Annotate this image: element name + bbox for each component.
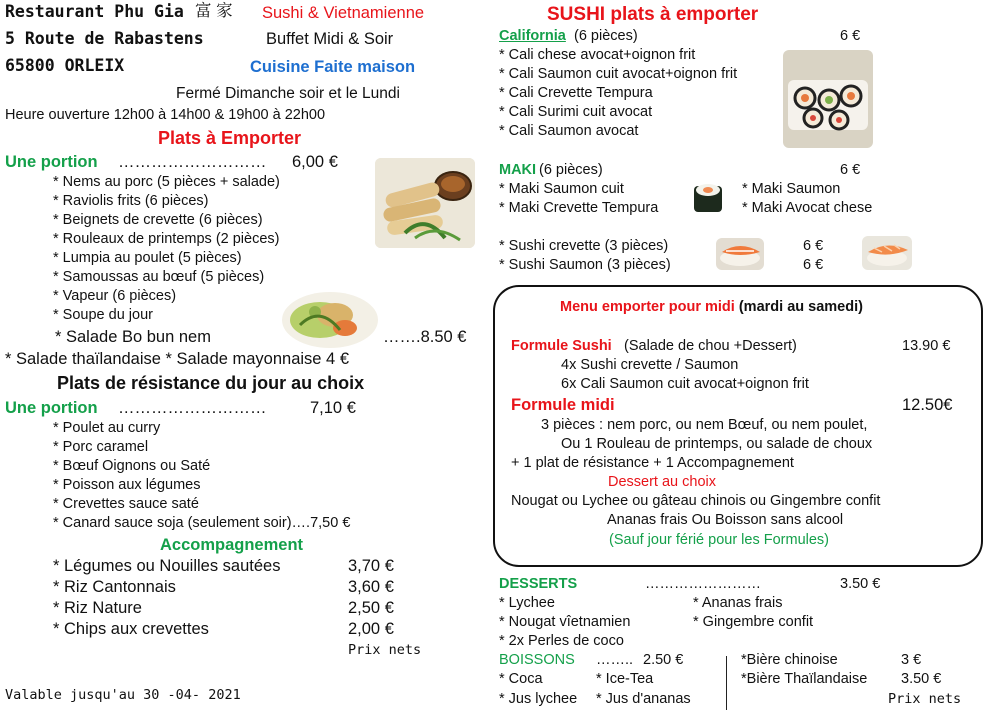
california-item-2: * Cali Saumon cuit avocat+oignon frit — [499, 66, 738, 82]
sushi-saumon-photo — [862, 236, 912, 270]
boissons-dots: …….. — [596, 652, 634, 668]
portion-label: Une portion — [5, 153, 98, 171]
formule-sushi-desc: (Salade de chou +Dessert) — [624, 338, 797, 354]
sushi-crevette-photo — [716, 238, 764, 270]
accompagnement-price: 3,60 € — [348, 578, 394, 596]
dessert-line1: Nougat ou Lychee ou gâteau chinois ou Gingembre confit — [511, 493, 881, 509]
maki-left-2: * Maki Crevette Tempura — [499, 200, 659, 216]
accompagnement-item: * Chips aux crevettes — [53, 620, 209, 638]
maki-label: MAKI — [499, 162, 537, 178]
entree-item-6: * Samoussas au bœuf (5 pièces) — [53, 269, 265, 285]
resistance-item-2: * Porc caramel — [53, 439, 149, 455]
restaurant-name: Restaurant Phu Gia — [5, 2, 184, 21]
boisson-coca: * Coca — [499, 671, 543, 687]
resistance-item-3: * Bœuf Oignons ou Saté — [53, 458, 211, 474]
entree-item-2: * Raviolis frits (6 pièces) — [53, 193, 209, 209]
restaurant-subtitle: Sushi & Vietnamienne — [262, 4, 425, 22]
california-item-3: * Cali Crevette Tempura — [499, 85, 653, 101]
entree-item-1: * Nems au porc (5 pièces + salade) — [53, 174, 280, 190]
menu-midi-title-days: (mardi au samedi) — [734, 299, 863, 315]
cuisine-label: Cuisine Faite maison — [250, 58, 416, 76]
salad-photo — [280, 290, 380, 350]
maki-right-1: * Maki Saumon — [742, 181, 841, 197]
dessert-left-3: * 2x Perles de coco — [499, 633, 624, 649]
sushi-item: * Sushi crevette (3 pièces) — [499, 238, 669, 254]
sushi-title: SUSHI plats à emporter — [547, 4, 759, 25]
boissons-price: 2.50 € — [643, 652, 684, 668]
dessert-choix: Dessert au choix — [608, 474, 716, 490]
ferie-note: (Sauf jour férié pour les Formules) — [609, 532, 829, 548]
maki-photo — [691, 180, 725, 218]
resistance-item-1: * Poulet au curry — [53, 420, 161, 436]
desserts-price: 3.50 € — [840, 576, 881, 592]
dessert-right-1: * Ananas frais — [693, 595, 783, 611]
formule-midi-line2: Ou 1 Rouleau de printemps, ou salade de choux — [561, 436, 873, 452]
dessert-left-1: * Lychee — [499, 595, 555, 611]
formule-midi-label: Formule midi — [511, 396, 615, 414]
portion-price: 6,00 € — [292, 153, 338, 171]
closed-days: Fermé Dimanche soir et le Lundi — [176, 85, 400, 102]
resistance-portion-dots: ……………………… — [118, 399, 267, 417]
resistance-item-6: * Canard sauce soja (seulement soir)….7,50 € — [53, 515, 351, 531]
california-item-5: * Cali Saumon avocat — [499, 123, 639, 139]
accompagnement-price: 2,50 € — [348, 599, 394, 617]
dessert-right-2: * Gingembre confit — [693, 614, 814, 630]
california-item-1: * Cali chese avocat+oignon frit — [499, 47, 696, 63]
accompagnement-price: 2,00 € — [348, 620, 394, 638]
resistance-item-5: * Crevettes sauce saté — [53, 496, 199, 512]
restaurant-chinese-name: 富 家 — [195, 2, 233, 20]
formule-sushi-line2: 6x Cali Saumon cuit avocat+oignon frit — [561, 376, 809, 392]
postal-line: 65800 ORLEIX — [5, 56, 125, 75]
accompagnement-item: * Riz Nature — [53, 599, 142, 617]
accompagnement-item: * Riz Cantonnais — [53, 578, 176, 596]
entree-item-4: * Rouleaux de printemps (2 pièces) — [53, 231, 280, 247]
maki-price: 6 € — [840, 162, 861, 178]
entree-item-5: * Lumpia au poulet (5 pièces) — [53, 250, 242, 266]
valable-date: Valable jusqu'au 30 -04- 2021 — [5, 687, 241, 703]
boisson-jus-lychee: * Jus lychee — [499, 691, 578, 707]
california-item-4: * Cali Surimi cuit avocat — [499, 104, 653, 120]
biere-chinoise: *Bière chinoise — [741, 652, 838, 668]
sushi-item-price: 6 € — [803, 238, 824, 254]
formule-midi-line3: + 1 plat de résistance + 1 Accompagnement — [511, 455, 794, 471]
plats-emporter-title: Plats à Emporter — [158, 128, 302, 148]
menu-midi-title-red: Menu emporter pour midi — [560, 299, 735, 315]
opening-hours: Heure ouverture 12h00 à 14h00 & 19h00 à 22h00 — [5, 107, 326, 123]
california-count: (6 pièces) — [574, 28, 638, 44]
prix-nets-right: Prix nets — [888, 691, 962, 707]
accompagnement-title: Accompagnement — [160, 536, 304, 554]
desserts-title: DESSERTS — [499, 576, 578, 592]
menu-midi-title — [560, 299, 863, 316]
boisson-jus-ananas: * Jus d'ananas — [596, 691, 691, 707]
dessert-line2: Ananas frais Ou Boisson sans alcool — [607, 512, 844, 528]
nems-photo — [375, 158, 475, 248]
formule-sushi-line1: 4x Sushi crevette / Saumon — [561, 357, 739, 373]
maki-right-2: * Maki Avocat chese — [742, 200, 873, 216]
formule-midi-price: 12.50€ — [902, 396, 953, 414]
portion-dots: ……………………… — [118, 153, 267, 171]
resistance-item-4: * Poisson aux légumes — [53, 477, 201, 493]
boissons-divider — [726, 656, 727, 710]
address-line: 5 Route de Rabastens — [5, 29, 204, 48]
formule-sushi-label: Formule Sushi — [511, 338, 612, 354]
accompagnement-price: 3,70 € — [348, 557, 394, 575]
buffet-label: Buffet Midi & Soir — [266, 30, 394, 48]
biere-thai: *Bière Thaïlandaise — [741, 671, 868, 687]
desserts-dots: …………………… — [645, 576, 761, 592]
sushi-item-price: 6 € — [803, 257, 824, 273]
prix-nets-left: Prix nets — [348, 642, 422, 658]
california-label: California — [499, 28, 566, 44]
entree-item-3: * Beignets de crevette (6 pièces) — [53, 212, 263, 228]
california-price: 6 € — [840, 28, 861, 44]
maki-count: (6 pièces) — [539, 162, 603, 178]
biere-chinoise-price: 3 € — [901, 652, 922, 668]
salade-bobun: * Salade Bo bun nem — [55, 328, 211, 346]
boissons-title: BOISSONS — [499, 652, 575, 668]
salade-line: * Salade thaïlandaise * Salade mayonnaise 4 € — [5, 350, 349, 368]
entree-item-8: * Soupe du jour — [53, 307, 153, 323]
sushi-item: * Sushi Saumon (3 pièces) — [499, 257, 671, 273]
boisson-ice-tea: * Ice-Tea — [596, 671, 654, 687]
entree-item-7: * Vapeur (6 pièces) — [53, 288, 177, 304]
maki-left-1: * Maki Saumon cuit — [499, 181, 624, 197]
formule-sushi-price: 13.90 € — [902, 338, 951, 354]
resistance-portion-label: Une portion — [5, 399, 98, 417]
accompagnement-item: * Légumes ou Nouilles sautées — [53, 557, 281, 575]
california-photo — [783, 50, 873, 148]
formule-midi-line1: 3 pièces : nem porc, ou nem Bœuf, ou nem poulet, — [541, 417, 868, 433]
biere-thai-price: 3.50 € — [901, 671, 942, 687]
salade-bobun-price: …….8.50 € — [383, 328, 467, 346]
resistance-portion-price: 7,10 € — [310, 399, 356, 417]
dessert-left-2: * Nougat vîetnamien — [499, 614, 631, 630]
resistance-title: Plats de résistance du jour au choix — [57, 373, 365, 393]
